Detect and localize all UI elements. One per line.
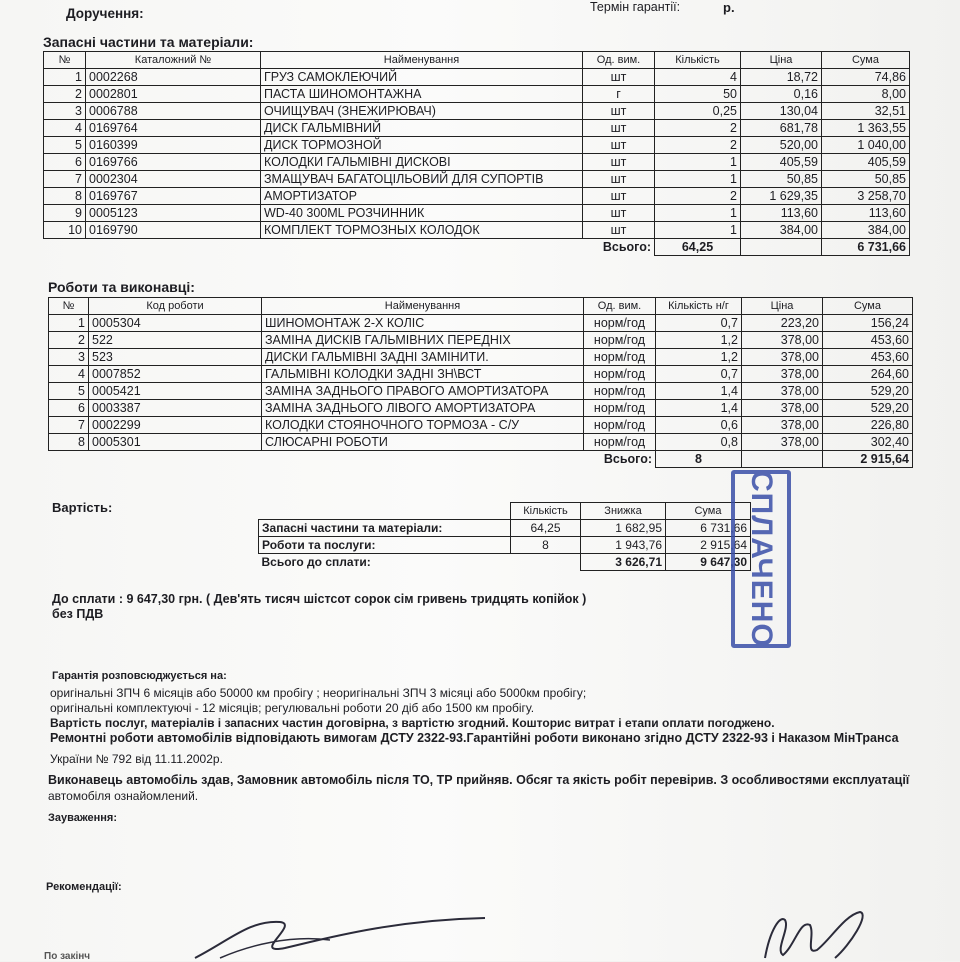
cost-row-sum: 6 731,66 bbox=[666, 520, 751, 537]
parts-cell-quantity: 4 bbox=[655, 69, 741, 86]
parts-cell-sum: 3 258,70 bbox=[822, 188, 910, 205]
works-total-row bbox=[49, 451, 913, 468]
parts-cell-unit: шт bbox=[583, 103, 655, 120]
parts-cell-price: 0,16 bbox=[741, 86, 822, 103]
parts-cell-sum: 1 040,00 bbox=[822, 137, 910, 154]
works-cell-price: 378,00 bbox=[742, 417, 823, 434]
parts-cell-sum: 113,60 bbox=[822, 205, 910, 222]
parts-total-row bbox=[44, 239, 910, 256]
parts-cell-price: 130,04 bbox=[741, 103, 822, 120]
works-cell-price: 378,00 bbox=[742, 366, 823, 383]
works-cell-row-number: 4 bbox=[49, 366, 89, 383]
works-header-item-name: Найменування bbox=[262, 298, 584, 315]
cost-row bbox=[259, 537, 751, 554]
works-header-catalog-number: Код роботи bbox=[89, 298, 262, 315]
works-cell-catalog-number: 523 bbox=[89, 349, 262, 366]
works-cell-sum: 529,20 bbox=[823, 383, 913, 400]
works-cell-quantity: 0,7 bbox=[656, 315, 742, 332]
works-cell-sum: 226,80 bbox=[823, 417, 913, 434]
parts-cell-quantity: 50 bbox=[655, 86, 741, 103]
parts-row bbox=[44, 86, 910, 103]
works-total-spacer bbox=[742, 451, 823, 468]
guarantee-line: автомобіля ознайомлений. bbox=[48, 789, 199, 803]
parts-cell-row-number: 10 bbox=[44, 222, 86, 239]
parts-cell-row-number: 8 bbox=[44, 188, 86, 205]
cost-total-discount: 3 626,71 bbox=[581, 554, 666, 571]
works-cell-item-name: КОЛОДКИ СТОЯНОЧНОГО ТОРМОЗА - С/У bbox=[262, 417, 584, 434]
works-cell-quantity: 0,7 bbox=[656, 366, 742, 383]
works-header-quantity: Кількість н/г bbox=[656, 298, 742, 315]
cost-row-label: Запасні частини та матеріали: bbox=[259, 520, 511, 537]
works-total-label: Всього: bbox=[603, 451, 652, 466]
works-cell-row-number: 7 bbox=[49, 417, 89, 434]
guarantee-line: Виконавець автомобіль здав, Замовник автомобіль після ТО, ТР прийняв. Обсяг та якість робіт перевірив. З особливостями експлуатації bbox=[48, 773, 910, 787]
works-cell-sum: 529,20 bbox=[823, 400, 913, 417]
works-cell-item-name: ЗАМІНА ЗАДНЬОГО ЛІВОГО АМОРТИЗАТОРА bbox=[262, 400, 584, 417]
works-cell-price: 223,20 bbox=[742, 315, 823, 332]
parts-cell-catalog-number: 0160399 bbox=[86, 137, 261, 154]
works-title: Роботи та виконавці: bbox=[48, 279, 195, 295]
parts-row bbox=[44, 137, 910, 154]
parts-cell-quantity: 0,25 bbox=[655, 103, 741, 120]
works-cell-row-number: 2 bbox=[49, 332, 89, 349]
works-cell-quantity: 1,4 bbox=[656, 400, 742, 417]
works-cell-quantity: 1,4 bbox=[656, 383, 742, 400]
works-cell-unit: норм/год bbox=[584, 332, 656, 349]
parts-cell-quantity: 1 bbox=[655, 154, 741, 171]
warranty-term-value: р. bbox=[723, 0, 735, 15]
works-row bbox=[49, 434, 913, 451]
cost-title: Вартість: bbox=[52, 500, 113, 515]
parts-cell-sum: 74,86 bbox=[822, 69, 910, 86]
works-cell-unit: норм/год bbox=[584, 434, 656, 451]
parts-cell-price: 384,00 bbox=[741, 222, 822, 239]
parts-cell-quantity: 2 bbox=[655, 137, 741, 154]
signature-left bbox=[190, 900, 490, 961]
parts-row bbox=[44, 171, 910, 188]
works-header-sum: Сума bbox=[823, 298, 913, 315]
cost-header-1: Знижка bbox=[581, 503, 666, 520]
cost-row-discount: 1 682,95 bbox=[581, 520, 666, 537]
works-cell-row-number: 5 bbox=[49, 383, 89, 400]
parts-cell-row-number: 1 bbox=[44, 69, 86, 86]
parts-cell-item-name: ДИСК ТОРМОЗНОЙ bbox=[261, 137, 583, 154]
guarantee-line: Вартість послуг, матеріалів і запасних частин договірна, з вартістю згодний. Кошторис витрат і етапи оплати погоджено. bbox=[50, 716, 775, 730]
guarantee-line: оригінальні комплектуючі - 12 місяців; регулювальні роботи 20 діб або 1500 км пробігу. bbox=[50, 701, 535, 715]
cost-row-qty: 64,25 bbox=[511, 520, 581, 537]
parts-cell-unit: шт bbox=[583, 188, 655, 205]
spacer bbox=[262, 451, 584, 468]
parts-cell-sum: 405,59 bbox=[822, 154, 910, 171]
parts-cell-sum: 1 363,55 bbox=[822, 120, 910, 137]
works-cell-sum: 156,24 bbox=[823, 315, 913, 332]
works-cell-sum: 264,60 bbox=[823, 366, 913, 383]
works-cell-price: 378,00 bbox=[742, 400, 823, 417]
parts-cell-price: 681,78 bbox=[741, 120, 822, 137]
parts-cell-unit: шт bbox=[583, 171, 655, 188]
parts-cell-item-name: АМОРТИЗАТОР bbox=[261, 188, 583, 205]
parts-cell-item-name: ПАСТА ШИНОМОНТАЖНА bbox=[261, 86, 583, 103]
paid-stamp: СПЛАЧЕНО bbox=[731, 470, 791, 648]
remarks-label: Зауваження: bbox=[48, 812, 118, 824]
cost-row-qty: 8 bbox=[511, 537, 581, 554]
works-header-unit: Од. вим. bbox=[584, 298, 656, 315]
parts-cell-sum: 384,00 bbox=[822, 222, 910, 239]
cost-header-row bbox=[259, 503, 751, 520]
spacer bbox=[259, 503, 511, 520]
parts-cell-row-number: 7 bbox=[44, 171, 86, 188]
works-total-qty: 8 bbox=[656, 451, 742, 468]
parts-row bbox=[44, 120, 910, 137]
works-cell-row-number: 6 bbox=[49, 400, 89, 417]
parts-title: Запасні частини та матеріали: bbox=[43, 34, 254, 50]
works-cell-catalog-number: 0003387 bbox=[89, 400, 262, 417]
works-cell-quantity: 1,2 bbox=[656, 349, 742, 366]
parts-cell-price: 113,60 bbox=[741, 205, 822, 222]
guarantee-line: України № 792 від 11.11.2002р. bbox=[50, 752, 223, 766]
spacer bbox=[44, 239, 86, 256]
parts-cell-quantity: 1 bbox=[655, 171, 741, 188]
works-cell-row-number: 8 bbox=[49, 434, 89, 451]
guarantee-line: оригінальні ЗПЧ 6 місяців або 50000 км пробігу ; неоригінальні ЗПЧ 3 місяці або 5000км пробігу; bbox=[50, 686, 587, 700]
cost-total-label: Всього до сплати: bbox=[261, 554, 371, 569]
parts-total-label: Всього: bbox=[602, 239, 651, 254]
works-cell-unit: норм/год bbox=[584, 417, 656, 434]
works-cell-price: 378,00 bbox=[742, 383, 823, 400]
parts-row bbox=[44, 103, 910, 120]
parts-header-price: Ціна bbox=[741, 52, 822, 69]
parts-cell-price: 405,59 bbox=[741, 154, 822, 171]
spacer bbox=[86, 239, 261, 256]
works-row bbox=[49, 400, 913, 417]
works-cell-quantity: 1,2 bbox=[656, 332, 742, 349]
works-table bbox=[48, 297, 913, 468]
parts-cell-catalog-number: 0169764 bbox=[86, 120, 261, 137]
parts-row bbox=[44, 222, 910, 239]
parts-cell-price: 1 629,35 bbox=[741, 188, 822, 205]
works-cell-catalog-number: 0002299 bbox=[89, 417, 262, 434]
parts-cell-catalog-number: 0169790 bbox=[86, 222, 261, 239]
parts-header-quantity: Кількість bbox=[655, 52, 741, 69]
warranty-term-label: Термін гарантії: bbox=[590, 0, 681, 14]
cost-summary-table bbox=[258, 502, 751, 571]
parts-cell-catalog-number: 0006788 bbox=[86, 103, 261, 120]
works-cell-item-name: СЛЮСАРНІ РОБОТИ bbox=[262, 434, 584, 451]
works-row bbox=[49, 366, 913, 383]
parts-cell-item-name: ЗМАЩУВАЧ БАГАТОЦІЛЬОВИЙ ДЛЯ СУПОРТІВ bbox=[261, 171, 583, 188]
parts-header-item-name: Найменування bbox=[261, 52, 583, 69]
parts-cell-quantity: 2 bbox=[655, 120, 741, 137]
parts-table bbox=[43, 51, 910, 256]
works-cell-sum: 302,40 bbox=[823, 434, 913, 451]
parts-cell-price: 520,00 bbox=[741, 137, 822, 154]
payment-vat: без ПДВ bbox=[52, 607, 104, 621]
works-cell-unit: норм/год bbox=[584, 383, 656, 400]
cost-total-sum: 9 647,30 bbox=[666, 554, 751, 571]
works-cell-unit: норм/год bbox=[584, 400, 656, 417]
parts-cell-quantity: 2 bbox=[655, 188, 741, 205]
spacer bbox=[89, 451, 262, 468]
guarantee-line: Ремонтні роботи автомобілів відповідають вимогам ДСТУ 2322-93.Гарантійні роботи виконано згідно ДСТУ 2322-93 і Наказом МінТранса bbox=[50, 731, 899, 745]
parts-total-sum: 6 731,66 bbox=[822, 239, 910, 256]
parts-row bbox=[44, 69, 910, 86]
cost-header-2: Сума bbox=[666, 503, 751, 520]
works-cell-catalog-number: 0005301 bbox=[89, 434, 262, 451]
works-cell-unit: норм/год bbox=[584, 315, 656, 332]
parts-cell-catalog-number: 0002801 bbox=[86, 86, 261, 103]
works-cell-catalog-number: 0007852 bbox=[89, 366, 262, 383]
spacer bbox=[511, 554, 581, 571]
parts-header-catalog-number: Каталожний № bbox=[86, 52, 261, 69]
works-cell-sum: 453,60 bbox=[823, 332, 913, 349]
works-cell-quantity: 0,6 bbox=[656, 417, 742, 434]
parts-cell-row-number: 4 bbox=[44, 120, 86, 137]
parts-cell-item-name: WD-40 300ML РОЗЧИННИК bbox=[261, 205, 583, 222]
recommendations-label: Рекомендації: bbox=[46, 881, 122, 893]
works-cell-price: 378,00 bbox=[742, 434, 823, 451]
parts-cell-item-name: КОМПЛЕКТ ТОРМОЗНЫХ КОЛОДОК bbox=[261, 222, 583, 239]
parts-cell-sum: 50,85 bbox=[822, 171, 910, 188]
payment-line: До сплати : 9 647,30 грн. ( Дев'ять тисяч шістсот сорок сім гривень тридцять копійок ) bbox=[52, 592, 587, 606]
parts-cell-unit: шт bbox=[583, 222, 655, 239]
works-cell-row-number: 1 bbox=[49, 315, 89, 332]
parts-cell-row-number: 3 bbox=[44, 103, 86, 120]
works-cell-unit: норм/год bbox=[584, 349, 656, 366]
parts-header-row-number: № bbox=[44, 52, 86, 69]
parts-cell-catalog-number: 0005123 bbox=[86, 205, 261, 222]
works-cell-catalog-number: 0005421 bbox=[89, 383, 262, 400]
parts-cell-price: 50,85 bbox=[741, 171, 822, 188]
parts-cell-catalog-number: 0002304 bbox=[86, 171, 261, 188]
parts-total-qty: 64,25 bbox=[655, 239, 741, 256]
works-row bbox=[49, 315, 913, 332]
works-total-sum: 2 915,64 bbox=[823, 451, 913, 468]
bottom-cut-text: По закінч bbox=[44, 951, 91, 962]
cost-total-row bbox=[259, 554, 751, 571]
guarantee-title: Гарантія розповсюджується на: bbox=[52, 670, 227, 682]
parts-cell-sum: 32,51 bbox=[822, 103, 910, 120]
parts-cell-unit: шт bbox=[583, 154, 655, 171]
works-cell-catalog-number: 522 bbox=[89, 332, 262, 349]
works-header-price: Ціна bbox=[742, 298, 823, 315]
works-cell-price: 378,00 bbox=[742, 349, 823, 366]
works-cell-item-name: ЗАМІНА ЗАДНЬОГО ПРАВОГО АМОРТИЗАТОРА bbox=[262, 383, 584, 400]
parts-total-spacer bbox=[741, 239, 822, 256]
parts-cell-unit: шт bbox=[583, 120, 655, 137]
cost-header-0: Кількість bbox=[511, 503, 581, 520]
works-cell-item-name: ШИНОМОНТАЖ 2-Х КОЛІС bbox=[262, 315, 584, 332]
works-cell-quantity: 0,8 bbox=[656, 434, 742, 451]
works-cell-row-number: 3 bbox=[49, 349, 89, 366]
parts-row bbox=[44, 154, 910, 171]
cost-row-sum: 2 915,64 bbox=[666, 537, 751, 554]
works-cell-unit: норм/год bbox=[584, 366, 656, 383]
parts-cell-unit: шт bbox=[583, 205, 655, 222]
parts-row bbox=[44, 188, 910, 205]
parts-header-unit: Од. вим. bbox=[583, 52, 655, 69]
parts-cell-unit: шт bbox=[583, 69, 655, 86]
works-row bbox=[49, 349, 913, 366]
works-cell-item-name: ДИСКИ ГАЛЬМІВНІ ЗАДНІ ЗАМІНИТИ. bbox=[262, 349, 584, 366]
parts-cell-item-name: ДИСК ГАЛЬМІВНИЙ bbox=[261, 120, 583, 137]
spacer bbox=[261, 239, 583, 256]
works-cell-sum: 453,60 bbox=[823, 349, 913, 366]
cost-row bbox=[259, 520, 751, 537]
signature-right bbox=[755, 900, 895, 961]
cost-row-discount: 1 943,76 bbox=[581, 537, 666, 554]
spacer bbox=[49, 451, 89, 468]
parts-cell-quantity: 1 bbox=[655, 222, 741, 239]
works-row bbox=[49, 383, 913, 400]
parts-cell-catalog-number: 0002268 bbox=[86, 69, 261, 86]
doruchennia-label: Доручення: bbox=[66, 6, 144, 21]
works-row bbox=[49, 332, 913, 349]
parts-cell-row-number: 5 bbox=[44, 137, 86, 154]
parts-cell-item-name: ОЧИЩУВАЧ (ЗНЕЖИРЮВАЧ) bbox=[261, 103, 583, 120]
parts-cell-unit: г bbox=[583, 86, 655, 103]
works-row bbox=[49, 417, 913, 434]
parts-cell-catalog-number: 0169767 bbox=[86, 188, 261, 205]
parts-cell-item-name: КОЛОДКИ ГАЛЬМІВНІ ДИСКОВІ bbox=[261, 154, 583, 171]
parts-cell-row-number: 9 bbox=[44, 205, 86, 222]
parts-cell-row-number: 2 bbox=[44, 86, 86, 103]
parts-cell-item-name: ГРУЗ САМОКЛЕЮЧИЙ bbox=[261, 69, 583, 86]
works-cell-item-name: ЗАМІНА ДИСКІВ ГАЛЬМІВНИХ ПЕРЕДНІХ bbox=[262, 332, 584, 349]
parts-cell-sum: 8,00 bbox=[822, 86, 910, 103]
works-cell-price: 378,00 bbox=[742, 332, 823, 349]
parts-cell-row-number: 6 bbox=[44, 154, 86, 171]
parts-cell-quantity: 1 bbox=[655, 205, 741, 222]
parts-cell-catalog-number: 0169766 bbox=[86, 154, 261, 171]
parts-cell-price: 18,72 bbox=[741, 69, 822, 86]
parts-cell-unit: шт bbox=[583, 137, 655, 154]
parts-header-sum: Сума bbox=[822, 52, 910, 69]
works-cell-catalog-number: 0005304 bbox=[89, 315, 262, 332]
works-cell-item-name: ГАЛЬМІВНІ КОЛОДКИ ЗАДНІ ЗН\ВСТ bbox=[262, 366, 584, 383]
parts-row bbox=[44, 205, 910, 222]
cost-row-label: Роботи та послуги: bbox=[259, 537, 511, 554]
works-header-row-number: № bbox=[49, 298, 89, 315]
